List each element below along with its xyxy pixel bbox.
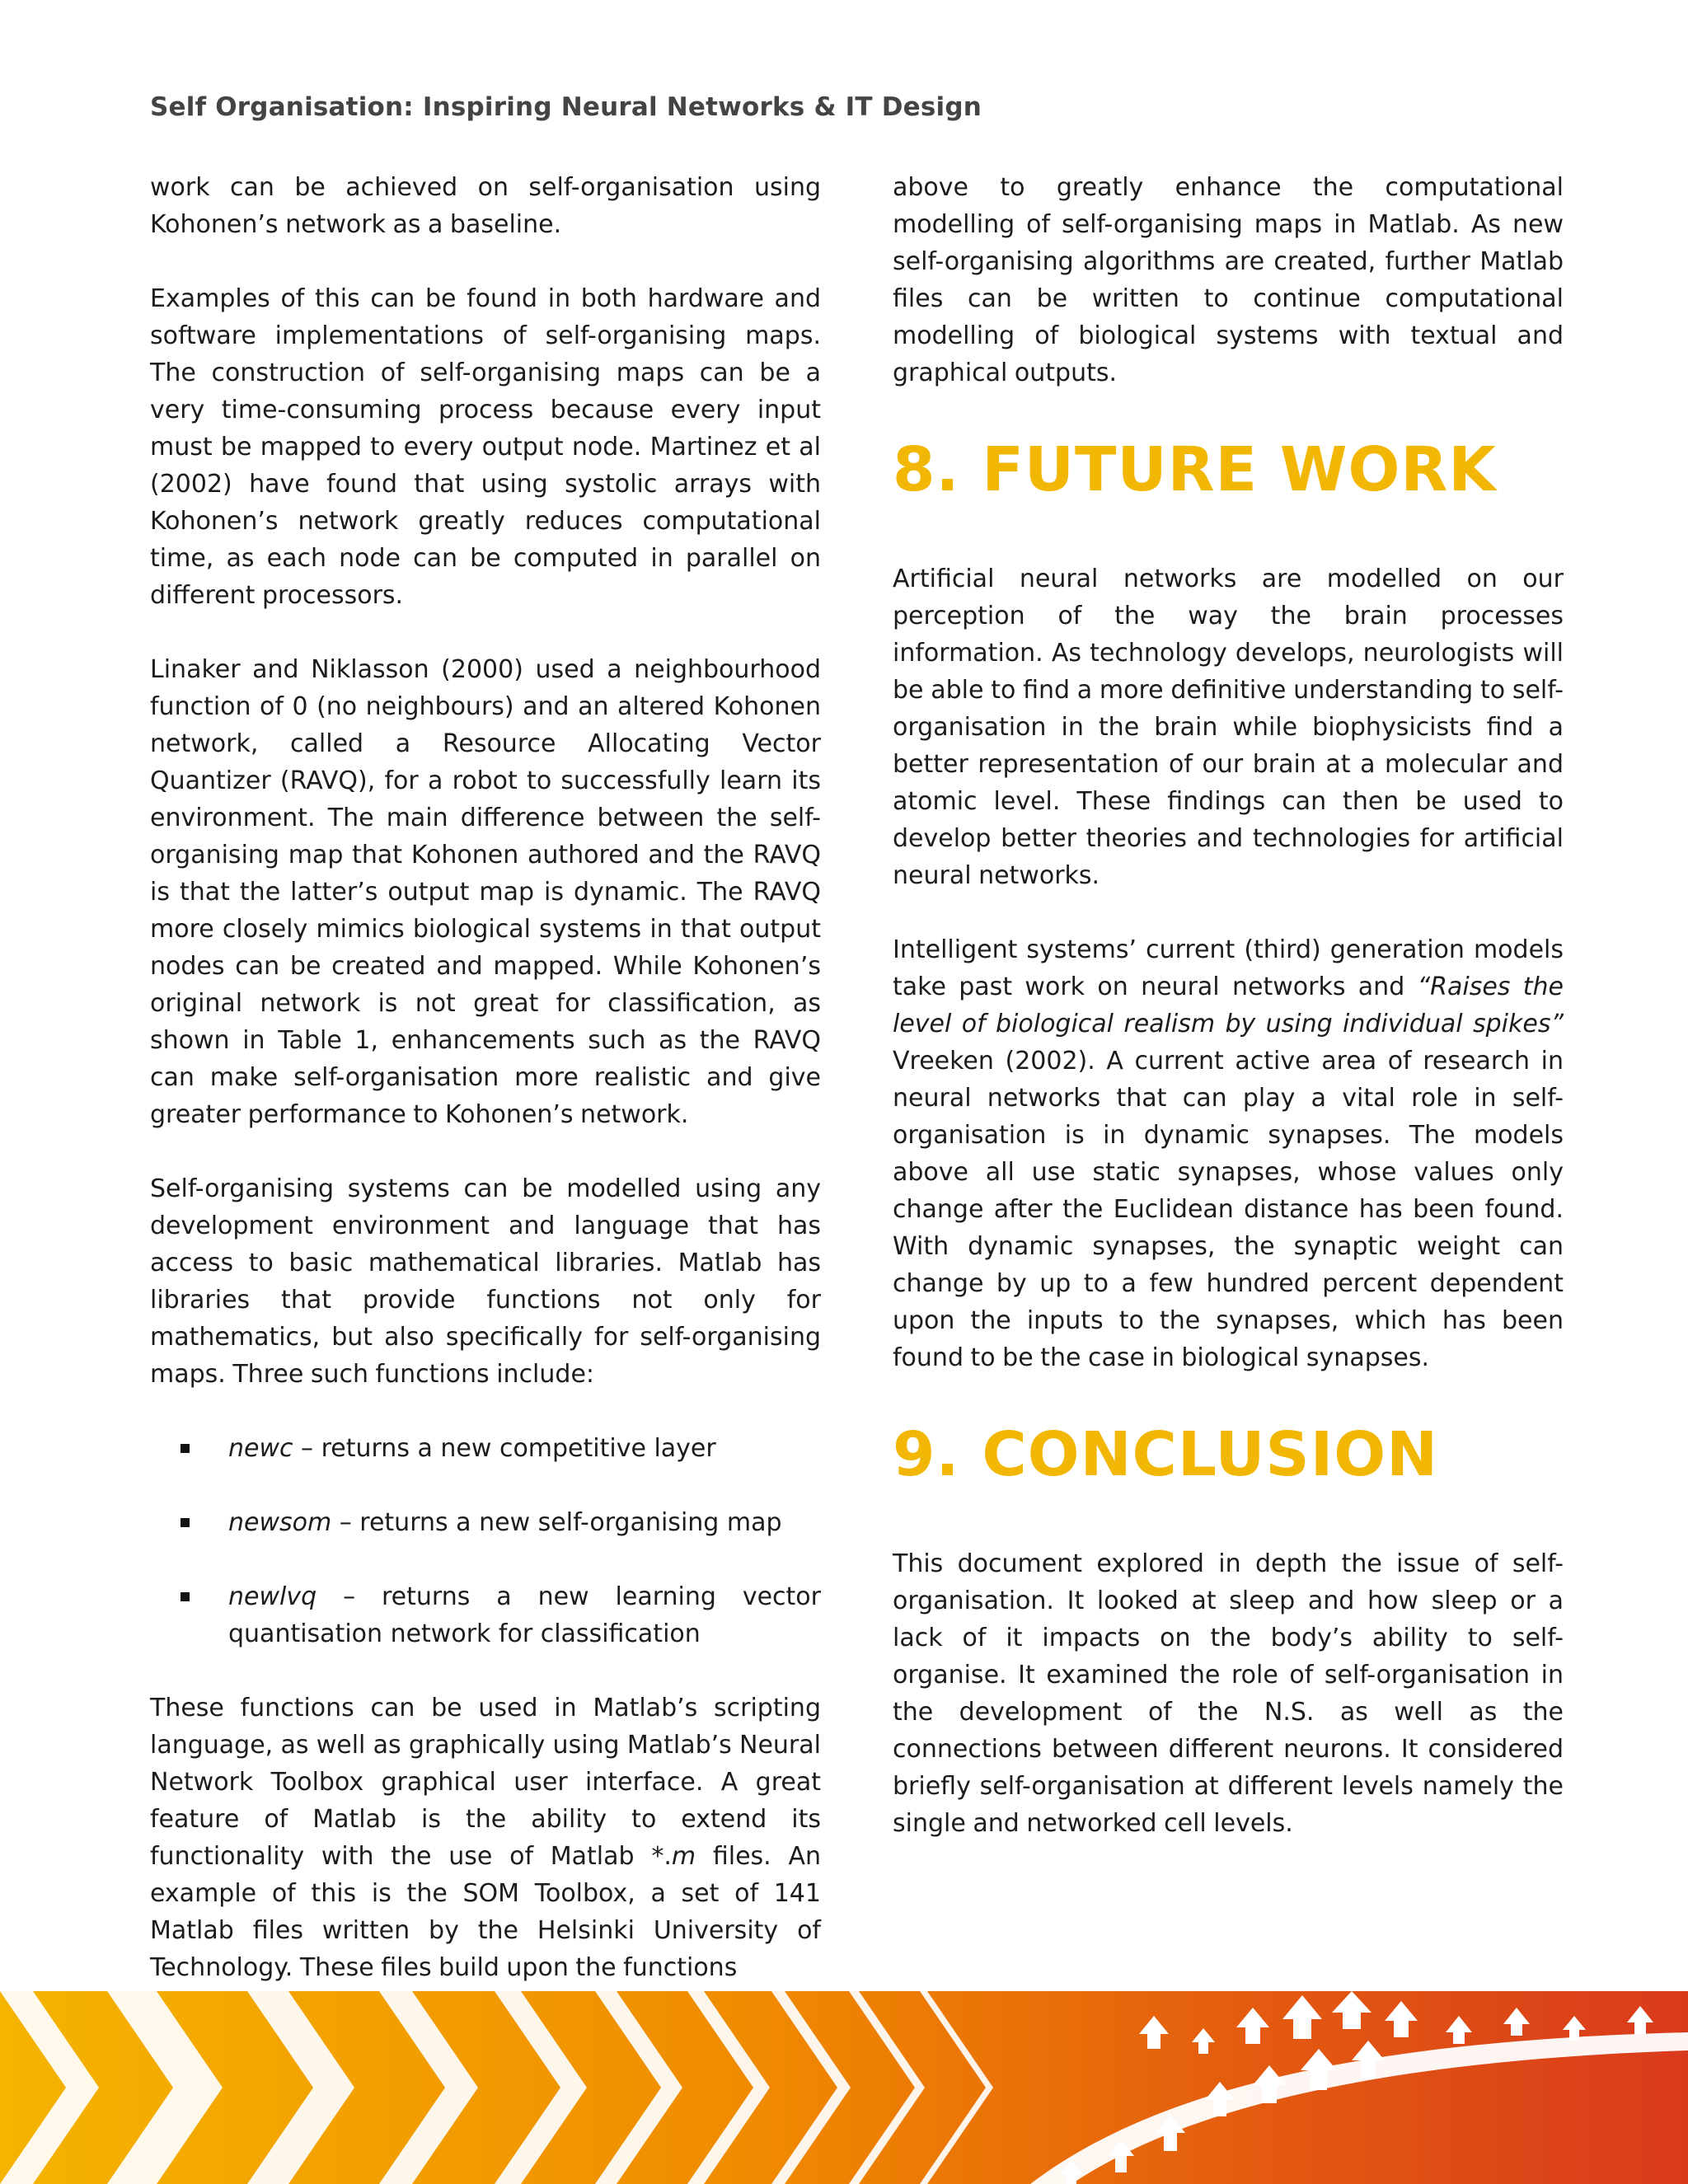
text-run: Intelligent systems’ current (third) generation models take past work on neural networks and (893, 935, 1564, 1001)
list-item (150, 1504, 821, 1541)
list-item (150, 1578, 821, 1652)
quotation: “Raises the level of biological realism by using individual spikes” (893, 972, 1564, 1038)
paragraph: Artificial neural networks are modelled on our perception of the way the brain processes information. As technology develops, neurologists will be able to find a more definitive understanding to self-organisation in the brain while biophysicists find a better representation of our brain at a molecular and atomic level. These findings can then be used to develop better theories and technologies for artificial neural networks. (893, 565, 1564, 890)
function-description: – returns a new competitive layer (293, 1434, 716, 1463)
paragraph: Self-organising systems can be modelled using any development environment and language that has access to basic mathematical libraries. Matlab has libraries that provide functions not only for mathematics, but also specifically for self-organising maps. Three such functions include: (150, 1174, 821, 1389)
section-heading-future-work: 8. FUTURE WORK (893, 434, 1497, 505)
paragraph (150, 1690, 821, 1986)
text-run: Vreeken (2002). A current active area of research in neural networks that can play a vital role in self-organisation is in dynamic synapses. The models above all use static synapses, whose values only change after the Euclidean distance has been found. With dynamic synapses, the synaptic weight can change by up to a few hundred percent dependent upon the inputs to the synapses, which has been found to be the case in biological synapses. (893, 1047, 1564, 1372)
function-description: – returns a new self-organising map (331, 1508, 782, 1537)
footer-banner-graphic (0, 1991, 1688, 2184)
paragraph (893, 931, 1564, 1376)
italic-text: m (671, 1842, 696, 1871)
list-item (150, 1430, 821, 1467)
function-name: newsom (228, 1508, 332, 1537)
footer-banner (0, 1991, 1688, 2184)
square-bullet-icon (181, 1444, 190, 1453)
page-header-title: Self Organisation: Inspiring Neural Networks & IT Design (150, 92, 982, 122)
text-run: files. An example of this is the SOM Toolbox, a set of 141 Matlab files written by the Helsinki University of Technology. These files build upon the functions (150, 1842, 822, 1982)
left-column (150, 169, 821, 1986)
right-column (893, 169, 1564, 1842)
section-heading-conclusion: 9. CONCLUSION (893, 1419, 1439, 1490)
paragraph: above to greatly enhance the computational modelling of self-organising maps in Matlab. As new self-organising algorithms are created, further Matlab files can be written to continue computational modelling of biological systems with textual and graphical outputs. (893, 173, 1564, 387)
square-bullet-icon (181, 1518, 190, 1527)
paragraph: Examples of this can be found in both hardware and software implementations of self-organising maps. The construction of self-organising maps can be a very time-consuming process because every input must be mapped to every output node. Martinez et al (2002) have found that using systolic arrays with Kohonen’s network greatly reduces computational time, as each node can be computed in parallel on different processors. (150, 284, 821, 610)
function-description: – returns a new learning vector quantisation network for classification (228, 1582, 821, 1648)
text-run: These functions can be used in Matlab’s scripting language, as well as graphically using Matlab’s Neural Network Toolbox graphical user interface. A great feature of Matlab is the ability to extend its functionality with the use of Matlab *. (150, 1694, 821, 1871)
matlab-functions-list (150, 1430, 821, 1652)
function-name: newlvq (228, 1582, 317, 1611)
paragraph: This document explored in depth the issue of self-organisation. It looked at sleep and how sleep or a lack of it impacts on the body’s ability to self-organise. It examined the role of self-organisation in the development of the N.S. as well as the connections between different neurons. It considered briefly self-organisation at different levels namely the single and networked cell levels. (893, 1549, 1564, 1838)
function-name: newc (228, 1434, 293, 1463)
paragraph: work can be achieved on self-organisation using Kohonen’s network as a baseline. (150, 173, 821, 239)
square-bullet-icon (181, 1592, 190, 1601)
paragraph: Linaker and Niklasson (2000) used a neighbourhood function of 0 (no neighbours) and an altered Kohonen network, called a Resource Allocating Vector Quantizer (RAVQ), for a robot to successfully learn its environment. The main difference between the self-organising map that Kohonen authored and the RAVQ is that the latter’s output map is dynamic. The RAVQ more closely mimics biological systems in that output nodes can be created and mapped. While Kohonen’s original network is not great for classification, as shown in Table 1, enhancements such as the RAVQ can make self-organisation more realistic and give greater performance to Kohonen’s network. (150, 655, 821, 1129)
